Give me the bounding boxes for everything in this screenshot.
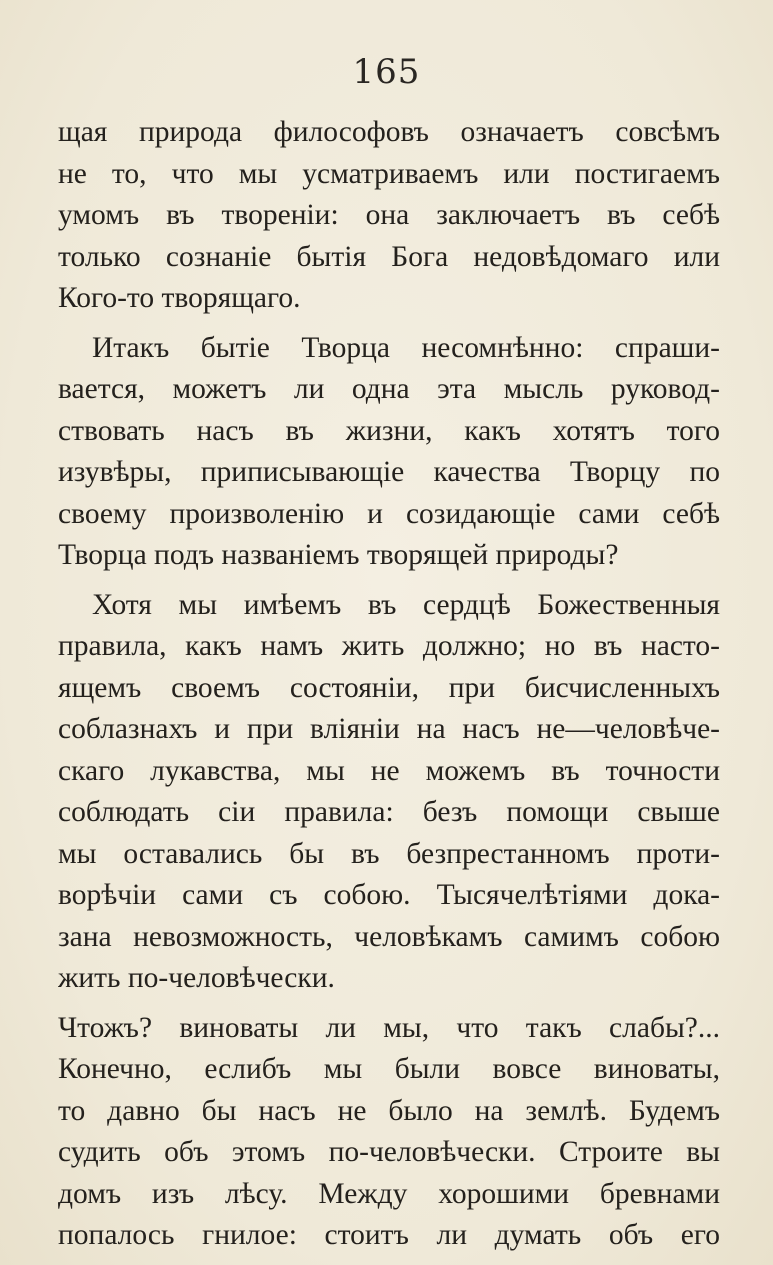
text-line: правила, какъ намъ жить должно; но въ насто-: [58, 630, 720, 662]
text-line: судить объ этомъ по-человѣчески. Строите вы: [58, 1136, 720, 1168]
text-line: Итакъ бытіе Творца несомнѣнно: спраши-: [92, 331, 720, 364]
text-line: соблазнахъ и при вліяніи на насъ не—человѣче-: [58, 713, 720, 745]
text-line: Творца подъ названіемъ творящей природы?: [58, 539, 619, 571]
text-line: жить по-человѣчески.: [58, 962, 335, 994]
text-line: Хотя мы имѣемъ въ сердцѣ Божественныя: [92, 588, 720, 621]
text-line: вается, можетъ ли одна эта мысль руковод-: [58, 373, 720, 405]
text-line: своему произволенію и созидающіе сами себѣ: [58, 497, 720, 530]
text-line: то давно бы насъ не было на землѣ. Будемъ: [58, 1094, 720, 1127]
text-line: соблюдать сіи правила: безъ помощи свыше: [58, 796, 720, 828]
text-line: скаго лукавства, мы не можемъ въ точности: [58, 754, 720, 787]
text-line: ворѣчіи сами съ собою. Тысячелѣтіями дока-: [58, 879, 720, 911]
text-line: ящемъ своемъ состояніи, при бисчисленныхъ: [58, 671, 720, 704]
text-line: Конечно, еслибъ мы были вовсе виноваты,: [58, 1053, 720, 1085]
text-line: попалось гнилое: стоитъ ли думать объ его: [58, 1219, 720, 1251]
text-line: домъ изъ лѣсу. Между хорошими бревнами: [58, 1177, 720, 1210]
text-line: ствовать насъ въ жизни, какъ хотятъ того: [58, 414, 720, 447]
text-line: зана невозможность, человѣкамъ самимъ собою: [58, 920, 720, 953]
text-line: изувѣры, приписывающіе качества Творцу по: [58, 456, 720, 488]
text-line: мы оставались бы въ безпрестанномъ проти-: [58, 837, 720, 870]
text-line: Чтожъ? виноваты ли мы, что такъ слабы?...: [58, 1011, 720, 1044]
text-line: умомъ въ твореніи: она заключаетъ въ себѣ: [58, 199, 720, 231]
text-line: Кого-то творящаго.: [58, 282, 301, 314]
text-line: только сознаніе бытія Бога недовѣдомаго или: [58, 240, 720, 273]
page-number: 165: [352, 52, 421, 92]
text-line: не то, что мы усматриваемъ или постигаемъ: [58, 157, 720, 190]
body-text: [58, 112, 720, 1257]
text-line: щая природа философовъ означаетъ совсѣмъ: [58, 116, 720, 148]
